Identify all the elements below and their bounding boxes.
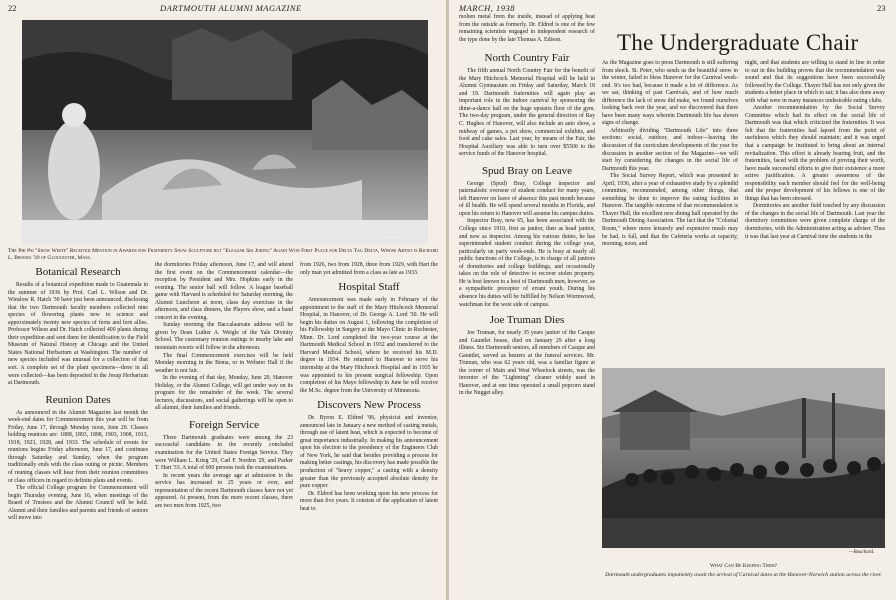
joe-truman-para: Joe Truman, for nearly 35 years janitor of the Casque and Gauntlet house, died on January 29 after a long illness. Six Dartmouth seniors, all members of Casque and Gauntlet, served as bearers at the funeral services. Mr. Truman, who was 62 years old, was a familiar figure at the corner of Main and West Wheelock streets, was the inventor of the "Lightning" cleaner widely used in Hanover, and at one time operated a small popcorn stand in the Nugget alley. bbox=[459, 330, 595, 397]
left-page bbox=[0, 0, 446, 600]
discovers-continued: molten metal from the inside, instead of applying heat from the outside as formerly. Dr. Eldred is one of the few remaining scientists engaged in independent research of the type done by the late Thomas A. Edison. bbox=[459, 14, 595, 43]
commencement-para: In the evening of that day, Monday, June 20, Hanover Holiday, or the Alumni College, will get under way on its program for the remainder of the week. The several lectures, discussions, and social gatherings will be open to all alumni, their families and friends. bbox=[155, 375, 293, 412]
snow-sculpture-illustration bbox=[22, 20, 428, 244]
discovers-para: Dr. Eldred has been working upon his new process for more than five years. It consists of the application of latent heat to bbox=[300, 490, 438, 512]
foreign-service-continued: from 1926, two from 1928, three from 1929, with Hart the only man yet admitted from a class as late as 1933. bbox=[300, 262, 438, 276]
page-number-right: 23 bbox=[877, 3, 886, 13]
right-photo-caption: Dartmouth undergraduates impatiently await the arrival of Carnival dates at the Hanover-Norwich station across the river. bbox=[605, 572, 882, 578]
botanical-heading: Botanical Research bbox=[35, 266, 121, 278]
page-number-left: 22 bbox=[8, 3, 17, 13]
station-crowd-photo bbox=[602, 368, 885, 548]
foreign-service-para: Three Dartmouth graduates were among the 23 successful candidates in the recently concluded examination for the United States Foreign Service. They were William L. Krieg '29, Carl F. Norden '29, and Parker T. Hart '33. A total of 600 persons took the examinations. bbox=[155, 434, 293, 472]
right-photo-credit: —Bouchard. bbox=[849, 550, 875, 555]
commencement-para: Sunday morning the Baccalaureate address will be given by Dean Luther A. Weigle of the Yale Divinity School. The customary reunion outings to nearby lake and mountain resorts will follow in the afternoon. bbox=[155, 322, 293, 352]
spud-bray-heading: Spud Bray on Leave bbox=[481, 164, 573, 177]
discovers-heading: Discovers New Process bbox=[317, 399, 421, 412]
commencement-para: the dormitories Friday afternoon, June 17, and will attend the first event on the Commencement calendar—the reception by President and Mrs. Hopkins early in the evening. The senior ball will follow. A league baseball game with Harvard is scheduled for Saturday morning, the Alumni Luncheon at noon, class day exercises in the afternoon, and class dinners, the Players show, and a band concert in the evening. bbox=[155, 262, 293, 321]
spud-bray-para: George (Spud) Bray, College inspector and paternalistic overseer of student conduct for many years, left Hanover on leave of absence this past month because of ill health. He will spend several months in Florida, and upon his return to Hanover will assume his campus duties. bbox=[459, 180, 595, 217]
reunion-para: The official College program for Commencement will begin Thursday evening, June 16, when meetings of the Board of Trustees and the Alumni Council will be held. Alumni and their families and parents and friends of seniors will move into bbox=[8, 485, 148, 522]
chair-para: Arbitrarily dividing "Dartmouth Life" into three sections: social, outdoor, and indoor—leaving the discussion of the curriculum developments of the year for discussion in another section of the Magazine—we will start by considering the changes in the social life of Dartmouth this year. bbox=[602, 127, 738, 172]
right-column-2 bbox=[602, 60, 738, 249]
commencement-para: The final Commencement exercises will be held Monday morning in the Bema, or in Webster Hall if the weather is not fair. bbox=[155, 352, 293, 374]
foreign-service-para: In recent years the average age at admission to the service has increased to 25 years or over, and representation of the recent Dartmouth classes have not yet appeared. At present, from the more recent classes, there are two men from 1925, two bbox=[155, 472, 293, 509]
right-column-3 bbox=[745, 60, 885, 241]
chair-para: night, and that students are willing to stand in line in order to eat in this building proves that the recommendation was sound and that its suggestions have been successfully followed by the College. Thayer Hall has not only given the students a better place in which to eat; it has also done away with what were in many instances undesirable eating clubs. bbox=[745, 60, 885, 104]
foreign-service-heading: Foreign Service bbox=[189, 418, 259, 431]
left-photo-credit: —Bouchard. bbox=[376, 236, 402, 241]
chair-para: Dormitories are another field touched by any discussion of the changes in the social life of Dartmouth. Last year the dormitory committees were given complete charge of the dormitories, with the Administration acting as adviser. Thus it was that last year at Carnival time the students in the bbox=[745, 203, 885, 240]
left-column-3 bbox=[300, 262, 438, 513]
running-head-right: MARCH, 1938 bbox=[459, 3, 516, 13]
right-page bbox=[449, 0, 896, 600]
right-column-1 bbox=[459, 14, 595, 398]
running-head-left: DARTMOUTH ALUMNI MAGAZINE bbox=[160, 3, 302, 13]
left-column-2 bbox=[155, 262, 293, 510]
north-country-para: The fifth annual North Country Fair for the benefit of the Mary Hitchcock Memorial Hospital will be held in Alumni Gymnasium on Friday and Saturday, March 18 and 19. Dartmouth fraternities will again play an important role in the indoor carnival by sponsoring the dime-a-dance hall on the huge upstairs floor of the gym. The two-day program, under the general direction of Ray C. Hughes of Hanover, will also include an auto show, a midway of games, a pet show, commercial exhibits, and food and cake sales. Last year, by means of the Fair, the Hospital Auxiliary was able to turn over $5500 to the service funds of the Hanover hospital. bbox=[459, 68, 595, 158]
left-photo-caption: The Phi Psi "Snow White" Received Mention in Awards for Fraternity Snow Sculpture but "Eleazar Ski Joring" Again Won First Place for Delta Tau Delta, Whose Artist is Richard L. Brooks '39 of Gloucester, Mass. bbox=[8, 248, 438, 261]
hospital-heading: Hospital Staff bbox=[338, 281, 400, 294]
chair-para: The Social Survey Report, which was presented in April, 1936, after a year of exhaustive study by a splendid committee, recommended, among other things, that something be done to improve the eating facilities in Hanover. The tangible outcome of that recommendation is Thayer Hall, the excellent new dining hall operated by the Dartmouth Dining Association. The fact that the "Colonial Room," where more leisurely and expensive meals may be had, is full, and that the Cafeteria works at capacity, morning, noon, and bbox=[602, 173, 738, 248]
hospital-para: Announcement was made early in February of the appointment to the staff of the Mary Hitchcock Memorial Hospital, in Hanover, of Dr. George A. Lord '30. He will begin his duties on August 1, following the completion of his Fellowship in Surgery at the Mayo Clinic in Rochester, Minn. Dr. Lord completed the two-year course at the Dartmouth Medical School in 1932 and transferred to the Harvard Medical School, where he received his M.D. degree in 1934. He returned to Hanover to serve his internship at the Mary Hitchcock Hospital and in 1935 he was appointed to his present surgical fellowship. Upon completion of his Mayo fellowship in June he will receive the M.Sc. degree from the University of Minnesota. bbox=[300, 297, 438, 394]
left-column-1 bbox=[8, 262, 148, 523]
undergraduate-chair-title: The Undergraduate Chair bbox=[617, 30, 859, 55]
discovers-para: Dr. Byron E. Eldred '06, physicist and inventor, announced late in January a new method of casting metals, through use of latent heat, which is expected to become of great importance industrially. In making his announcement upon his election to the presidency of the Engineers Club of New York, he said that besides providing a process for making better castings, his discovery has made possible the production of "heavy copper," a casting with a density greater than the previously accepted absolute density for pure copper. bbox=[300, 415, 438, 490]
station-crowd-illustration bbox=[602, 368, 885, 548]
north-country-heading: North Country Fair bbox=[484, 52, 570, 65]
snow-sculpture-photo bbox=[22, 20, 428, 244]
chair-para: Another recommendation by the Social Survey Committee which had its effect on the social life of Dartmouth was that which criticized the fraternities. It was felt that the fraternities had lapsed from the point of usefulness which they should maintain; and it was urged that a campaign be instituted to bring about an internal revitalization. This effort is already bearing fruit, and the fraternities, faced with the problem of proving their worth, have made successful efforts to give their existence a more active justification. A greater awareness of the responsibility each member should feel for the well-being and the proper development of his fellows is one of the things that has been stressed. bbox=[745, 105, 885, 202]
chair-para: As the Magazine goes to press Dartmouth is still suffering from shock. St. Peter, who sends us the beautiful snow in the winter, failed to bless Hanover for the Carnival week-end. It's too bad, because it made a lot of difference. As we sat, thinking of past Carnivals, and of how much difference the lack of snow did make, we found ourselves looking back over the year, and we discovered that there have been many ways wherein Dartmouth life has shown signs of change. bbox=[602, 60, 738, 127]
spud-bray-para: Inspector Bray, now 65, has been associated with the College since 1910, first as janitor, then as head janitor, and now as inspector. Among his various duties, he has superintended student conduct during the college year, particularly on party week-ends. He is busy at nearly all public functions of the College, is in charge of all janitors of dormitories and college buildings, and occasionally takes on the role of detective to recover stolen property. He is best known to a host of Dartmouth men, however, as a sympathetic preceptor of errant youth. During his absence his duties will be fulfilled by Nelson Wormwood, watchman for the west side of campus. bbox=[459, 218, 595, 308]
right-photo-title: What Can Be Keeping Them? bbox=[709, 563, 778, 569]
botanical-para: Results of a botanical expedition made to Guatemala in the summer of 1936 by Prof. Carl L. Wilson and Dr. Winslow R. Hatch '30 have just been announced, disclosing that the two Dartmouth faculty members collected nine species of flowering plants new to science and approximately twenty new species of ferns and fern allies. Professor Wilson and Dr. Hatch collected 400 plants during their expedition and sent them for identification to the Field Museum of Natural History at Chicago and the United States National Herbarium at Washington. The number of new species included was unusual for a collection of that sort. A complete set of the plant specimens—three in all were collected—has been deposited in the Jesup Herbarium at Dartmouth. bbox=[8, 282, 148, 387]
reunion-para: As announced in the Alumni Magazine last month the week-end dates for Commencement this year will be from Friday, June 17, through Monday noon, June 20. Classes holding reunions are: 1888, 1893, 1898, 1903, 1908, 1913, 1918, 1923, 1928, and 1933. The schedule of events for reunions begins Friday afternoon, June 17, and continues through Saturday and Sunday, when the program traditionally ends with the class outing or picnic. Members of reuning classes will hear from their reunion committees or class officers in regard to definite plans and events. bbox=[8, 409, 148, 484]
joe-truman-heading: Joe Truman Dies bbox=[489, 314, 565, 327]
reunion-heading: Reunion Dates bbox=[45, 393, 111, 406]
